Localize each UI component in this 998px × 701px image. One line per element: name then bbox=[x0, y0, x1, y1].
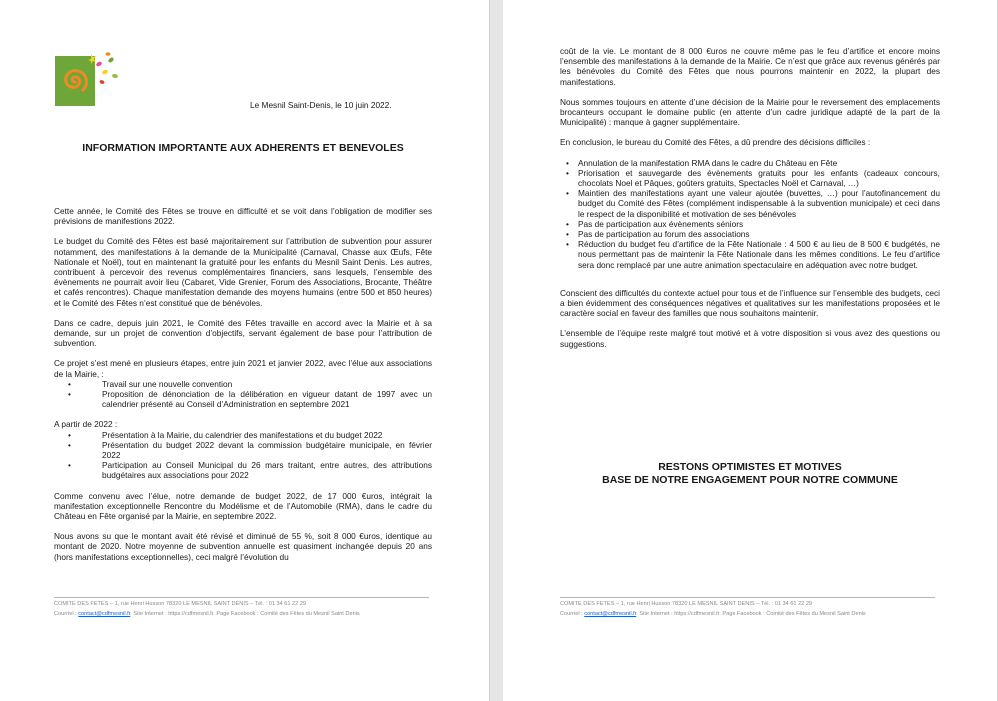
footer-divider bbox=[560, 597, 935, 598]
list-item: • Annulation de la manifestation RMA dans le cadre du Château en Fête bbox=[560, 158, 940, 168]
paragraph: Nous sommes toujours en attente d’une décision de la Mairie pour le reversement des emplacements brocanteurs occupant le domaine public (en attente d’un cadre juridique adapté de la part de la Municipalité) : manque à gagner supplémentaire. bbox=[560, 96, 940, 128]
list-item: • Priorisation et sauvegarde des évènements gratuits pour les enfants (cadeaux concours, chocolats Noel et Pâques, goûters gratuits, Spectacles Noël et Carnaval, …) bbox=[560, 168, 940, 188]
footer-contact: Courriel : contact@cdfmesnil.fr. Site Internet : https://cdfmesnil.fr. Page Facebook : Comité des Fêtes du Mesnil Saint Denis bbox=[560, 610, 866, 617]
list-item: • Présentation à la Mairie, du calendrier des manifestations et du budget 2022 bbox=[54, 430, 432, 440]
paragraph: Dans ce cadre, depuis juin 2021, le Comité des Fêtes travaille en accord avec la Mairie et à sa demande, sur un projet de convention d’objectifs, servant également de base pour l’attribution de subvention. bbox=[54, 317, 432, 349]
paragraph: A partir de 2022 : bbox=[54, 419, 118, 430]
paragraph: coût de la vie. Le montant de 8 000 €uros ne couvre même pas le feu d’artifice et encore moins l’ensemble des manifestations à la demande de la Mairie. Ce n’est que grâce aux revenus générés par les bénévoles du Comité des Fêtes que nous pourrons maintenir en 2022, la plupart des manifestations. bbox=[560, 46, 940, 87]
page-footer bbox=[54, 600, 474, 619]
closing-line: RESTONS OPTIMISTES ET MOTIVES bbox=[658, 461, 842, 473]
paragraph: Comme convenu avec l’élue, notre demande de budget 2022, de 17 000 €uros, intégrait la manifestation exceptionnelle Rencontre du Modélisme et de l’Automobile (RMA), dans le cadre du Château en Fête organisé par la Mairie, en septembre 2022. bbox=[54, 490, 432, 522]
bullet-list bbox=[560, 158, 940, 270]
document-page-1 bbox=[0, 0, 490, 701]
footer-contact: Courriel : contact@cdfmesnil.fr. Site Internet : https://cdfmesnil.fr. Page Facebook : Comité des Fêtes du Mesnil Saint Denis bbox=[54, 610, 360, 617]
paragraph: Nous avons su que le montant avait été révisé et diminué de 55 %, soit 8 000 €uros, identique au montant de 2020. Notre moyenne de subvention annuelle est quasiment inchangée depuis 20 ans (hors manifestations exceptionnelles), ceci malgré l’évolution du bbox=[54, 531, 432, 562]
list-item: • Présentation du budget 2022 devant la commission budgétaire municipale, en février 2022 bbox=[54, 440, 432, 460]
list-item: • Travail sur une nouvelle convention bbox=[54, 379, 432, 389]
paragraph: Ce projet s’est mené en plusieurs étapes, entre juin 2021 et janvier 2022, avec l’élue aux associations de la Mairie, : bbox=[54, 358, 432, 379]
document-page-2 bbox=[503, 0, 998, 701]
list-item: • Participation au Conseil Municipal du 26 mars traitant, entre autres, des attributions budgétaires aux associations pour 2022 bbox=[54, 460, 432, 480]
list-item: • Proposition de dénonciation de la délibération en vigueur datant de 1997 avec un calendrier présenté au Conseil d’Administration en septembre 2021 bbox=[54, 389, 432, 409]
date-line: Le Mesnil Saint-Denis, le 10 juin 2022. bbox=[250, 100, 392, 110]
list-item: • Réduction du budget feu d’artifice de la Fête Nationale : 4 500 € au lieu de 8 500 € budgétés, ne nous permettant pas de maintenir la Fête Nationale dans les mêmes conditions. Le feu d’artifice sera donc remplacé par une autre animation spectaculaire en adéquation avec notre budget. bbox=[560, 239, 940, 270]
closing-statement bbox=[560, 461, 940, 487]
closing-line: BASE DE NOTRE ENGAGEMENT POUR NOTRE COMMUNE bbox=[602, 474, 898, 486]
document-title: INFORMATION IMPORTANTE AUX ADHERENTS ET BENEVOLES bbox=[82, 142, 404, 154]
paragraph: En conclusion, le bureau du Comité des Fêtes, a dû prendre des décisions difficiles : bbox=[560, 137, 871, 148]
comite-des-fetes-logo bbox=[55, 50, 120, 106]
paragraph: Conscient des difficultés du contexte actuel pour tous et de l’influence sur l’ensemble des budgets, ceci a bien évidemment des conséquences négatives et qualitatives sur les manifestations proposées et le caractère social en faveur des familles que nous souhaitons maintenir. bbox=[560, 287, 940, 319]
paragraph: Le budget du Comité des Fêtes est basé majoritairement sur l’attribution de subvention pour assurer notamment, des manifestations à la demande de la Municipalité (Carnaval, Chasse aux Œufs, Fête Nationale et Noël), tout en maintenant la gratuité pour les enfants du Mesnil Saint Denis. Les autres, contribuent à percevoir des revenus complémentaires financiers, sans lesquels, l’ensemble des évènements ne pourrait avoir lieu (Cabaret, Vide Grenier, Forum des Associations, Brocante, Théâtre et cafés rencontres). Chaque manifestation demande des moyens humains (entre 500 et 850 heures) et le Comité des Fêtes n’est constitué que de bénévoles. bbox=[54, 236, 432, 308]
footer-address: COMITE DES FETES – 1, rue Henri Husson 78320 LE MESNIL SAINT DENIS – Tél. : 01 34 61 22 29 bbox=[560, 601, 813, 607]
footer-address: COMITE DES FETES – 1, rue Henri Husson 78320 LE MESNIL SAINT DENIS – Tél. : 01 34 61 22 29 bbox=[54, 601, 307, 607]
page-footer bbox=[560, 600, 980, 619]
bullet-list bbox=[54, 379, 432, 410]
paragraph: L’ensemble de l’équipe reste malgré tout motivé et à votre disposition si vous avez des questions ou suggestions. bbox=[560, 328, 940, 349]
paragraph: Cette année, le Comité des Fêtes se trouve en difficulté et se voit dans l’obligation de modifier ses prévisions de manifestions 2022. bbox=[54, 206, 432, 227]
right-page-body bbox=[560, 46, 940, 359]
list-item: • Pas de participation au forum des associations bbox=[560, 229, 940, 239]
email-link[interactable]: contact@cdfmesnil.fr bbox=[584, 610, 637, 617]
bullet-list bbox=[54, 430, 432, 481]
footer-divider bbox=[54, 597, 429, 598]
left-page-body bbox=[54, 206, 432, 572]
list-item: • Pas de participation aux évènements séniors bbox=[560, 219, 940, 229]
email-link[interactable]: contact@cdfmesnil.fr bbox=[78, 610, 131, 617]
list-item: • Maintien des manifestations ayant une valeur ajoutée (buvettes, …) pour l’autofinancement du budget du Comité des Fêtes (complément indispensable à la subvention municipale) et ceci dans le respect de la disponibilité et motivation de ses bénévoles bbox=[560, 188, 940, 219]
